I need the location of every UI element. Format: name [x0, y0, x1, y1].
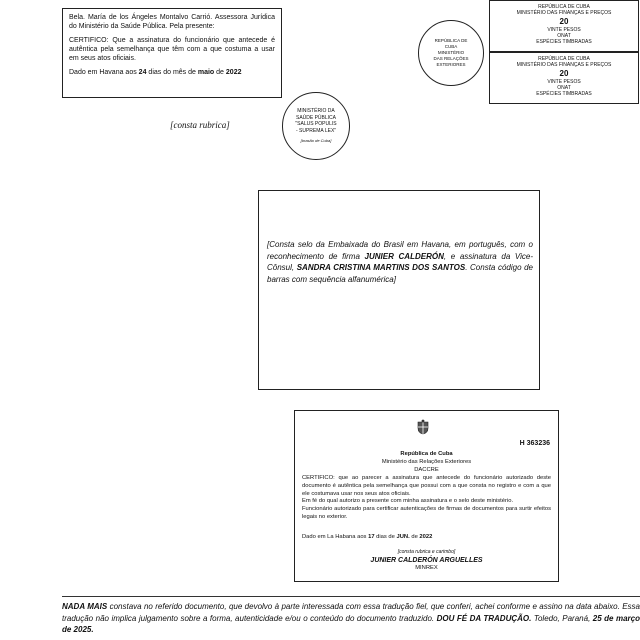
seal-note: [brasão de Cuba]: [300, 138, 332, 144]
seal-line: "SALUS POPULIS: [295, 121, 337, 128]
signer-name: JUNIER CALDERÓN ARGUELLES: [370, 556, 483, 564]
seal-line: MINISTÉRIO DA: [297, 108, 335, 115]
minrex-box: [294, 410, 559, 582]
stamp-republic: REPÚBLICA DE CUBA: [538, 56, 590, 62]
stamp-onat: ONAT: [557, 32, 571, 39]
certificate-body: CERTIFICO: Que a assinatura do funcionário que antecede é autêntica pela semelhança que têm com a que costuma a usar em seus atos oficiais.: [69, 37, 275, 63]
stamp-value: 20: [559, 68, 569, 78]
stamp-words: VINTE PESOS: [547, 78, 581, 85]
revenue-stamp: [489, 52, 639, 104]
seal-saude: [282, 92, 350, 160]
translator-statement: NADA MAIS constava no referido documento, que devolvo à parte interessada com essa tradução fiel, que conferi, achei conforme e assino na data abaixo. Essa tradução não implica julgamento sobre a forma, autenticidade e/ou o conteúdo do documento traduzido. DOU FÉ DA TRADUÇÃO. Toledo, Paraná, 25 de março de 2025.: [62, 602, 640, 635]
minrex-paragraph: CERTIFICO: que ao parecer a assinatura que antecede do funcionário autorizado deste documento é autêntica pela semelhança que possui com a que consta no registro e com a que ele costumava usar nos seus atos oficiais.: [302, 475, 551, 497]
minrex-date: Dado em La Habana aos 17 dias de JUN. de 2022: [302, 534, 433, 540]
seal-line: DAS RELAÇÕES: [433, 55, 469, 61]
stamp-type: ESPÉCIES TIMBRADAS: [536, 39, 592, 45]
certificate-signer: Bela. María de los Ángeles Montalvo Carrió. Assessora Jurídica do Ministério da Saúde Pública. Pela presente:: [69, 14, 275, 31]
sign-note: [consta rubrica e carimbo]: [397, 549, 456, 555]
stamp-republic: REPÚBLICA DE CUBA: [538, 4, 590, 10]
certificate-date: Dado em Havana aos 24 dias do mês de maio de 2022: [69, 69, 242, 77]
rubrica-note: [consta rubrica]: [170, 120, 230, 130]
seal-line: CUBA: [444, 44, 458, 50]
divider: [62, 596, 640, 597]
seal-line: REPÚBLICA DE: [434, 38, 468, 44]
minrex-paragraph: Em fé do qual autorizo a presente com minha assinatura e o selo deste ministério.: [302, 498, 514, 505]
coat-of-arms-icon: [415, 419, 431, 435]
seal-exteriores: [418, 20, 484, 86]
stamp-onat: ONAT: [557, 84, 571, 91]
stamp-type: ESPÉCIES TIMBRADAS: [536, 91, 592, 97]
seal-line: EXTERIORES: [436, 61, 466, 67]
stamp-words: VINTE PESOS: [547, 26, 581, 33]
seal-line: SAÚDE PÚBLICA: [295, 114, 336, 121]
minrex-republic: República de Cuba: [400, 451, 453, 457]
signer-org: MINREX: [415, 565, 438, 572]
stamp-ministry: MINISTÉRIO DAS FINANÇAS E PREÇOS: [516, 62, 612, 69]
minrex-paragraph: Funcionário autorizado para certificar autenticações de firmas de documentos para surtir efeitos legais no exterior.: [302, 506, 551, 521]
stamp-value: 20: [559, 16, 569, 26]
serial-number: H 363236: [519, 440, 550, 447]
seal-line: MINISTÉRIO: [437, 50, 465, 56]
minrex-ministry: Ministério das Relações Exteriores: [381, 458, 472, 465]
embassy-text: [Consta selo da Embaixada do Brasil em Havana, em português, com o reconhecimento de firma JUNIER CALDERÓN, e assinatura da Vice-Cônsul, SANDRA CRISTINA MARTINS DOS SANTOS. Consta código de barras com sequência alfanumérica]: [267, 240, 533, 284]
embassy-box: [258, 190, 540, 390]
certificate-box: [62, 8, 282, 98]
revenue-stamp: [489, 0, 639, 52]
seal-line: - SUPREMA LEX": [295, 127, 337, 134]
minrex-dept: DACCRE: [414, 466, 439, 473]
stamp-ministry: MINISTÉRIO DAS FINANÇAS E PREÇOS: [516, 10, 612, 17]
